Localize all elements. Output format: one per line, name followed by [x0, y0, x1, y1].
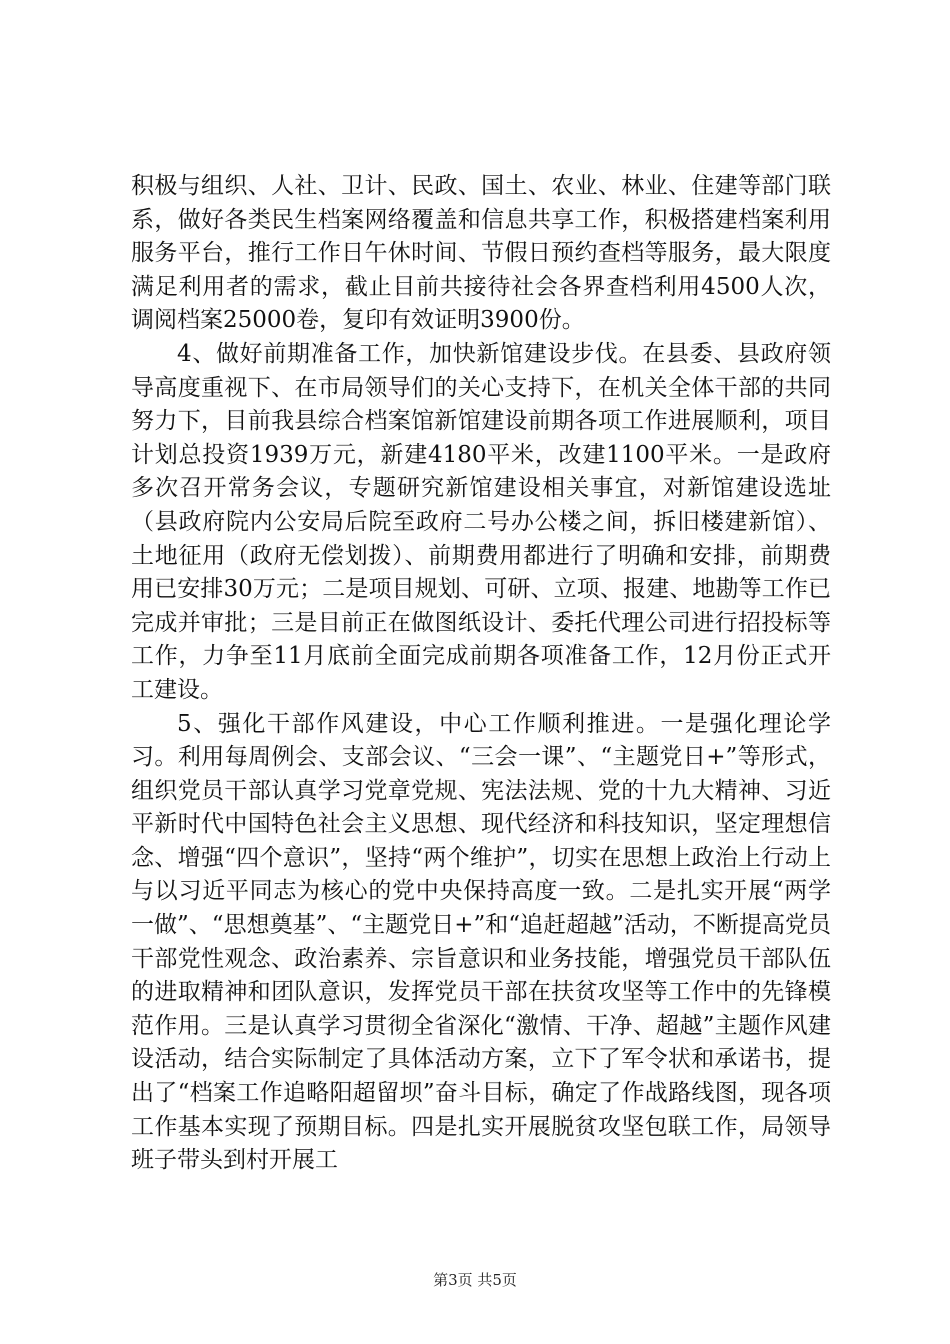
page-number-footer: 第3页 共5页 — [433, 1271, 517, 1289]
paragraph-new-building: 4、做好前期准备工作，加快新馆建设步伐。在县委、县政府领导高度重视下、在市局领导们的关心支持下，在机关全体干部的共同努力下，目前我县综合档案馆新馆建设前期各项工作进展顺利，项目计划总投资1939万元，新建4180平米，改建1100平米。一是政府多次召开常务会议，专题研究新馆建设相关事宜，对新馆建设选址（县政府院内公安局后院至政府二号办公楼之间，拆旧楼建新馆）、土地征用（政府无偿划拨）、前期费用都进行了明确和安排，前期费用已安排30万元；二是项目规划、可研、立项、报建、地勘等工作已完成并审批；三是目前正在做图纸设计、委托代理公司进行招投标等工作，力争至11月底前全面完成前期各项准备工作，12月份正式开工建设。 — [131, 340, 831, 703]
document-body — [131, 170, 831, 1178]
paragraph-archives-service: 积极与组织、人社、卫计、民政、国土、农业、林业、住建等部门联系，做好各类民生档案网络覆盖和信息共享工作，积极搭建档案利用服务平台，推行工作日午休时间、节假日预约查档等服务，最大限度满足利用者的需求，截止目前共接待社会各界查档利用4500人次，调阅档案25000卷，复印有效证明3900份。 — [131, 173, 831, 334]
paragraph-cadre-conduct: 5、强化干部作风建设，中心工作顺利推进。一是强化理论学习。利用每周例会、支部会议、“三会一课”、“主题党日+”等形式，组织党员干部认真学习党章党规、宪法法规、党的十九大精神、习近平新时代中国特色社会主义思想、现代经济和科技知识，坚定理想信念、增强“四个意识”，坚持“两个维护”，切实在思想上政治上行动上与以习近平同志为核心的党中央保持高度一致。二是扎实开展“两学一做”、“思想奠基”、“主题党日+”和“追赶超越”活动，不断提高党员干部党性观念、政治素养、宗旨意识和业务技能，增强党员干部队伍的进取精神和团队意识，发挥党员干部在扶贫攻坚等工作中的先锋模范作用。三是认真学习贯彻全省深化“激情、干净、超越”主题作风建设活动，结合实际制定了具体活动方案，立下了军令状和承诺书，提出了“档案工作追略阳超留坝”奋斗目标，确定了作战路线图，现各项工作基本实现了预期目标。四是扎实开展脱贫攻坚包联工作，局领导班子带头到村开展工 — [131, 710, 831, 1174]
